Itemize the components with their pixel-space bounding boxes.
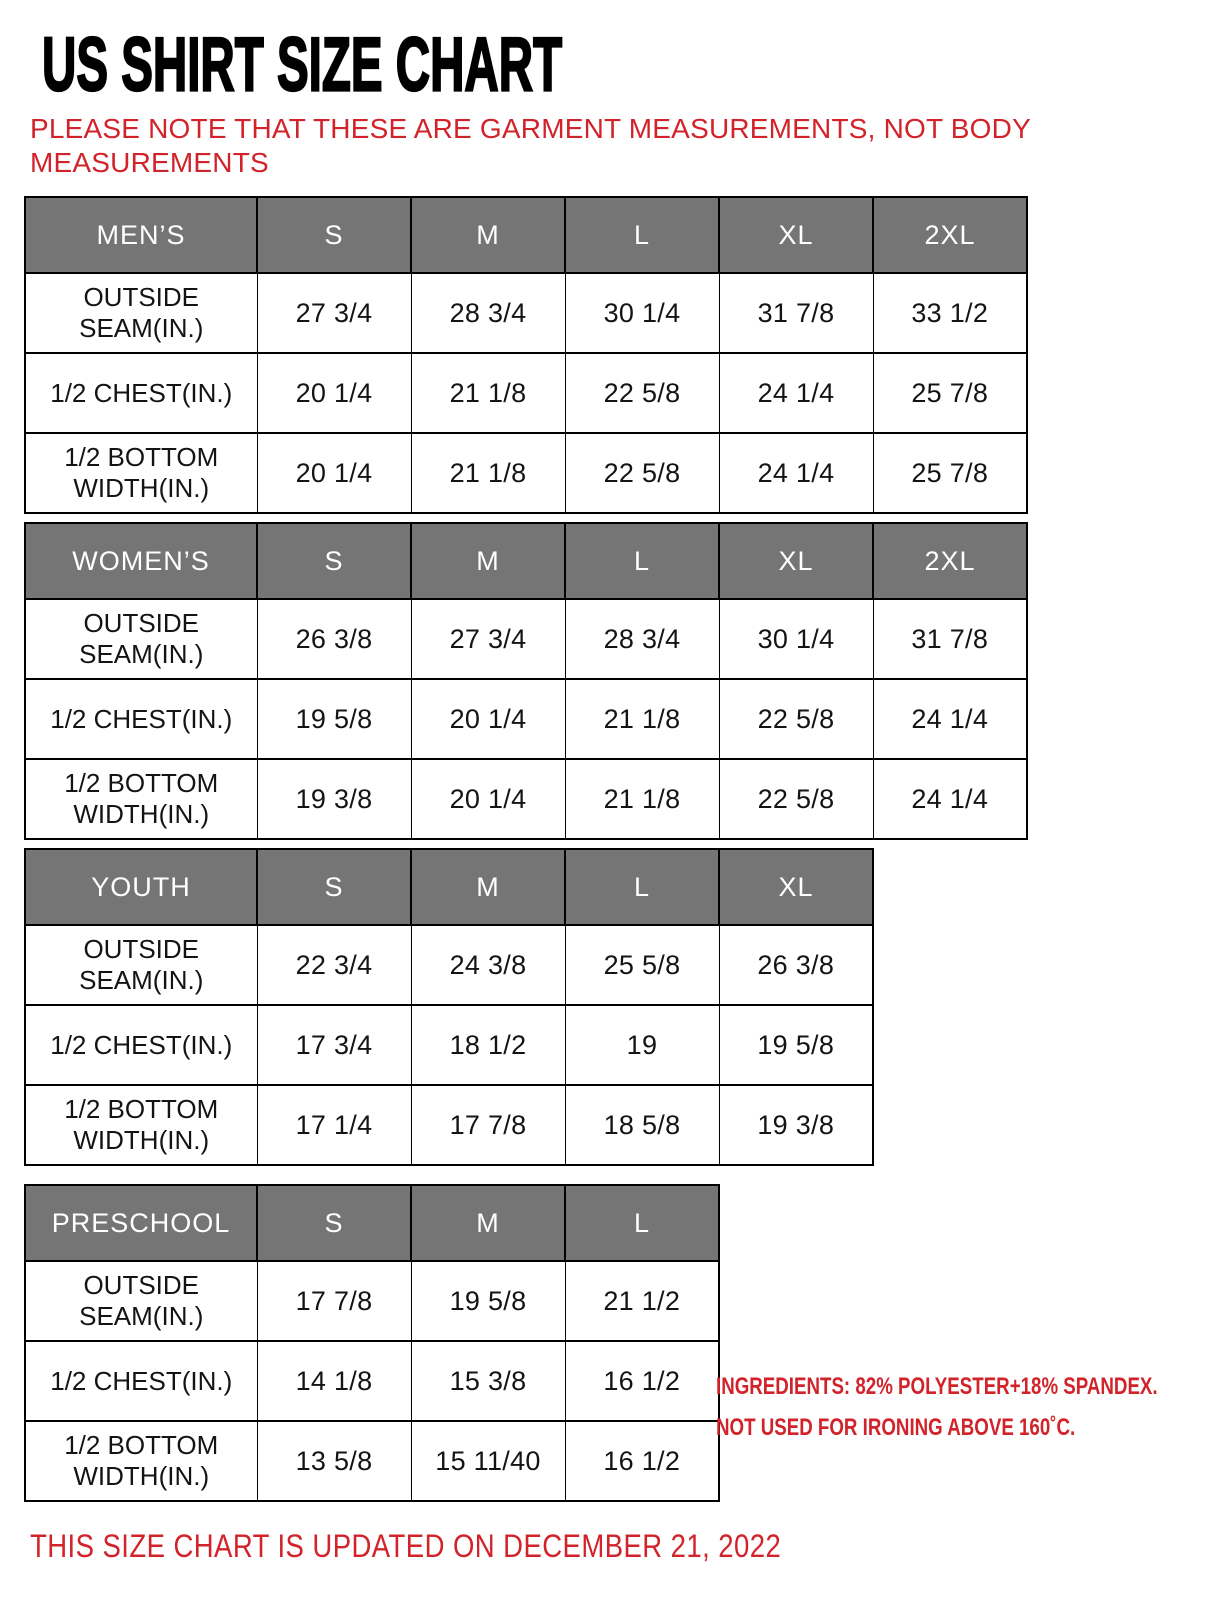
measurement-value-cell: 22 3/4 bbox=[257, 925, 411, 1005]
size-header-cell: XL bbox=[719, 849, 873, 925]
measurement-value-cell: 22 5/8 bbox=[565, 353, 719, 433]
measurement-value-cell: 25 5/8 bbox=[565, 925, 719, 1005]
size-header-cell: XL bbox=[719, 523, 873, 599]
size-table-men-s bbox=[24, 196, 1028, 514]
row-label-cell: 1/2 CHEST(IN.) bbox=[25, 679, 257, 759]
size-header-cell: M bbox=[411, 1185, 565, 1261]
table-row bbox=[25, 1261, 719, 1341]
measurement-value-cell: 19 3/8 bbox=[719, 1085, 873, 1165]
row-label-cell: OUTSIDE SEAM(IN.) bbox=[25, 925, 257, 1005]
group-header-cell: MEN’S bbox=[25, 197, 257, 273]
ingredients-line-2-text: NOT USED FOR IRONING ABOVE 160˚C. bbox=[716, 1414, 1076, 1441]
measurement-value-cell: 19 5/8 bbox=[719, 1005, 873, 1085]
page-title bbox=[42, 22, 1220, 108]
measurement-value-cell: 17 7/8 bbox=[257, 1261, 411, 1341]
measurement-value-cell: 17 1/4 bbox=[257, 1085, 411, 1165]
measurement-value-cell: 24 3/8 bbox=[411, 925, 565, 1005]
group-header-cell: PRESCHOOL bbox=[25, 1185, 257, 1261]
table-row bbox=[25, 679, 1027, 759]
measurement-value-cell: 16 1/2 bbox=[565, 1341, 719, 1421]
size-header-cell: 2XL bbox=[873, 523, 1027, 599]
table-row bbox=[25, 1005, 873, 1085]
measurement-value-cell: 24 1/4 bbox=[873, 679, 1027, 759]
measurement-value-cell: 26 3/8 bbox=[719, 925, 873, 1005]
table-row bbox=[25, 1421, 719, 1501]
table-row bbox=[25, 433, 1027, 513]
row-label-cell: 1/2 BOTTOM WIDTH(IN.) bbox=[25, 1085, 257, 1165]
ingredients-line-1 bbox=[716, 1366, 1216, 1407]
measurement-value-cell: 21 1/2 bbox=[565, 1261, 719, 1341]
measurement-value-cell: 20 1/4 bbox=[411, 759, 565, 839]
size-header-cell: L bbox=[565, 197, 719, 273]
measurement-value-cell: 22 5/8 bbox=[719, 679, 873, 759]
size-header-cell: S bbox=[257, 1185, 411, 1261]
group-header-cell: YOUTH bbox=[25, 849, 257, 925]
table-row bbox=[25, 1341, 719, 1421]
size-header-cell: M bbox=[411, 849, 565, 925]
garment-measurement-note: PLEASE NOTE THAT THESE ARE GARMENT MEASUREMENTS, NOT BODY MEASUREMENTS bbox=[30, 113, 1031, 178]
row-label-cell: 1/2 CHEST(IN.) bbox=[25, 353, 257, 433]
row-label-cell: 1/2 CHEST(IN.) bbox=[25, 1005, 257, 1085]
measurement-value-cell: 30 1/4 bbox=[719, 599, 873, 679]
measurement-value-cell: 31 7/8 bbox=[873, 599, 1027, 679]
size-table-youth bbox=[24, 848, 874, 1166]
measurement-value-cell: 24 1/4 bbox=[719, 433, 873, 513]
table-row bbox=[25, 1085, 873, 1165]
measurement-value-cell: 14 1/8 bbox=[257, 1341, 411, 1421]
measurement-value-cell: 15 11/40 bbox=[411, 1421, 565, 1501]
measurement-value-cell: 17 3/4 bbox=[257, 1005, 411, 1085]
ingredients-line-2 bbox=[716, 1407, 1216, 1448]
header-row bbox=[25, 197, 1027, 273]
measurement-value-cell: 21 1/8 bbox=[411, 353, 565, 433]
header-row bbox=[25, 523, 1027, 599]
size-tables-container bbox=[24, 196, 1220, 1502]
page-title-text: US SHIRT SIZE CHART bbox=[42, 22, 563, 108]
size-table-preschool bbox=[24, 1184, 720, 1502]
row-label-cell: 1/2 BOTTOM WIDTH(IN.) bbox=[25, 433, 257, 513]
size-header-cell: M bbox=[411, 197, 565, 273]
table-row bbox=[25, 925, 873, 1005]
size-header-cell: L bbox=[565, 849, 719, 925]
update-date-text: THIS SIZE CHART IS UPDATED ON DECEMBER 21, 2022 bbox=[30, 1528, 782, 1564]
size-header-cell: 2XL bbox=[873, 197, 1027, 273]
size-header-cell: M bbox=[411, 523, 565, 599]
measurement-value-cell: 33 1/2 bbox=[873, 273, 1027, 353]
size-header-cell: L bbox=[565, 523, 719, 599]
measurement-value-cell: 17 7/8 bbox=[411, 1085, 565, 1165]
measurement-value-cell: 19 5/8 bbox=[257, 679, 411, 759]
measurement-value-cell: 20 1/4 bbox=[257, 353, 411, 433]
ingredients-line-1-text: INGREDIENTS: 82% POLYESTER+18% SPANDEX. bbox=[716, 1373, 1158, 1400]
table-row bbox=[25, 759, 1027, 839]
size-header-cell: L bbox=[565, 1185, 719, 1261]
row-label-cell: OUTSIDE SEAM(IN.) bbox=[25, 599, 257, 679]
measurement-value-cell: 26 3/8 bbox=[257, 599, 411, 679]
measurement-value-cell: 15 3/8 bbox=[411, 1341, 565, 1421]
row-label-cell: OUTSIDE SEAM(IN.) bbox=[25, 273, 257, 353]
measurement-value-cell: 27 3/4 bbox=[411, 599, 565, 679]
measurement-value-cell: 19 3/8 bbox=[257, 759, 411, 839]
measurement-value-cell: 19 bbox=[565, 1005, 719, 1085]
measurement-value-cell: 20 1/4 bbox=[411, 679, 565, 759]
row-label-cell: 1/2 BOTTOM WIDTH(IN.) bbox=[25, 759, 257, 839]
measurement-value-cell: 21 1/8 bbox=[565, 679, 719, 759]
row-label-cell: 1/2 CHEST(IN.) bbox=[25, 1341, 257, 1421]
measurement-value-cell: 31 7/8 bbox=[719, 273, 873, 353]
measurement-value-cell: 16 1/2 bbox=[565, 1421, 719, 1501]
measurement-value-cell: 24 1/4 bbox=[719, 353, 873, 433]
measurement-value-cell: 19 5/8 bbox=[411, 1261, 565, 1341]
measurement-value-cell: 21 1/8 bbox=[565, 759, 719, 839]
update-date-note bbox=[30, 1528, 1220, 1564]
table-row bbox=[25, 599, 1027, 679]
measurement-value-cell: 18 1/2 bbox=[411, 1005, 565, 1085]
size-header-cell: S bbox=[257, 523, 411, 599]
row-label-cell: 1/2 BOTTOM WIDTH(IN.) bbox=[25, 1421, 257, 1501]
header-row bbox=[25, 849, 873, 925]
size-header-cell: XL bbox=[719, 197, 873, 273]
size-header-cell: S bbox=[257, 849, 411, 925]
header-row bbox=[25, 1185, 719, 1261]
ingredients-note bbox=[716, 1366, 1216, 1448]
table-row bbox=[25, 273, 1027, 353]
measurement-value-cell: 28 3/4 bbox=[565, 599, 719, 679]
size-table-women-s bbox=[24, 522, 1028, 840]
table-row bbox=[25, 353, 1027, 433]
measurement-value-cell: 18 5/8 bbox=[565, 1085, 719, 1165]
measurement-value-cell: 24 1/4 bbox=[873, 759, 1027, 839]
measurement-value-cell: 21 1/8 bbox=[411, 433, 565, 513]
row-label-cell: OUTSIDE SEAM(IN.) bbox=[25, 1261, 257, 1341]
measurement-value-cell: 13 5/8 bbox=[257, 1421, 411, 1501]
size-header-cell: S bbox=[257, 197, 411, 273]
measurement-value-cell: 22 5/8 bbox=[565, 433, 719, 513]
group-header-cell: WOMEN’S bbox=[25, 523, 257, 599]
measurement-value-cell: 28 3/4 bbox=[411, 273, 565, 353]
measurement-value-cell: 20 1/4 bbox=[257, 433, 411, 513]
measurement-value-cell: 30 1/4 bbox=[565, 273, 719, 353]
measurement-value-cell: 27 3/4 bbox=[257, 273, 411, 353]
measurement-value-cell: 25 7/8 bbox=[873, 433, 1027, 513]
measurement-value-cell: 22 5/8 bbox=[719, 759, 873, 839]
measurement-value-cell: 25 7/8 bbox=[873, 353, 1027, 433]
